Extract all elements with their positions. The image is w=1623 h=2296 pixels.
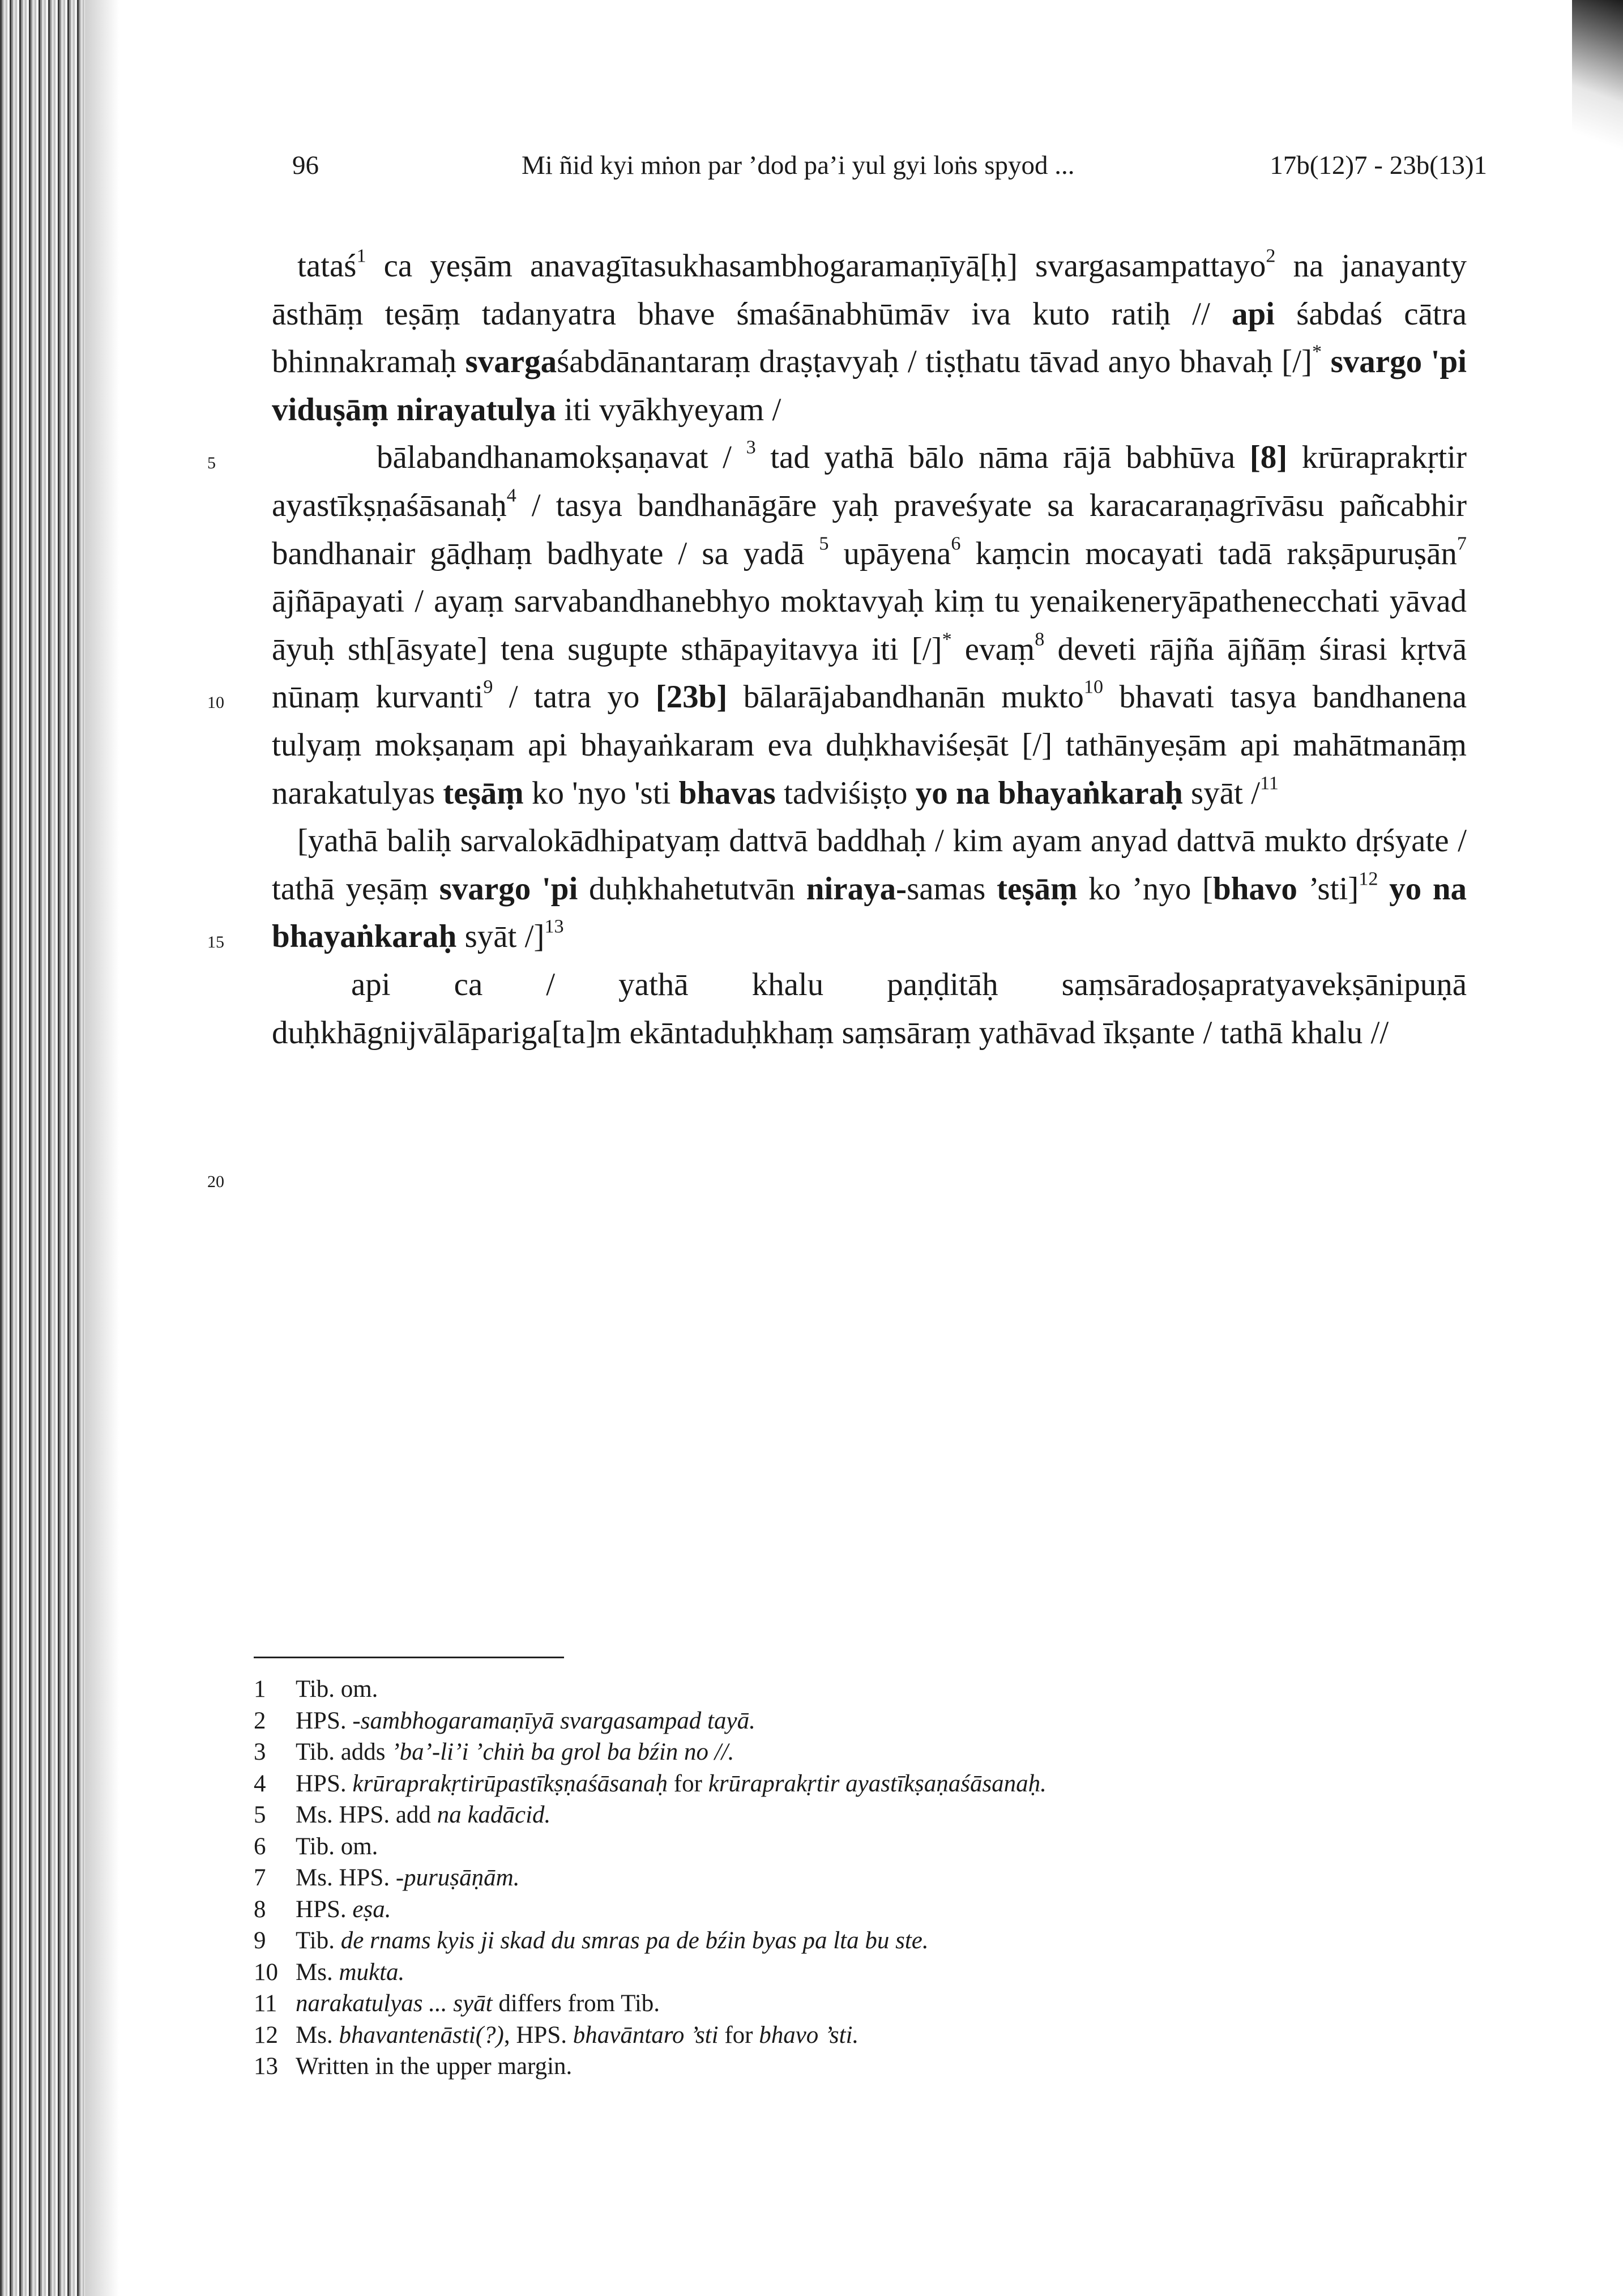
lemma-bold: yo na bhayaṅkaraḥ xyxy=(915,775,1183,811)
footnote-marker: 4 xyxy=(506,485,516,506)
text-run: tadviśiṣṭo xyxy=(775,775,916,811)
paragraph xyxy=(272,242,1467,434)
footnote-item xyxy=(254,1674,1386,1705)
running-head xyxy=(292,143,1487,188)
text-run: Ms. xyxy=(296,2021,339,2049)
text-run: iti vyākhyeyam / xyxy=(556,391,781,428)
lemma-bold: api xyxy=(1231,296,1275,332)
italic-text: krūraprakṛtirūpastīkṣṇaśāsanaḥ xyxy=(352,1770,668,1797)
lemma-bold: bhavo xyxy=(1213,870,1297,907)
footnote-item xyxy=(254,1736,1386,1768)
italic-text: -sambhogaramaṇīyā svargasampad tayā. xyxy=(352,1707,755,1734)
footnote-item xyxy=(254,1862,1386,1894)
footnote-number: 3 xyxy=(254,1739,266,1765)
text-run: differs from Tib. xyxy=(492,1990,660,2017)
footnote-number: 4 xyxy=(254,1770,266,1797)
text-run: deveti rājña ājñāṃ śirasi kṛtvā nūnaṃ kurvanti xyxy=(272,631,1467,715)
footnote-marker: 12 xyxy=(1359,868,1378,890)
footnote-number: 2 xyxy=(254,1707,266,1734)
footnote-number: 13 xyxy=(254,2053,278,2080)
text-run: Ms. HPS. xyxy=(296,1864,396,1891)
text-run: ko ’nyo [ xyxy=(1077,870,1213,907)
footnote-number: 11 xyxy=(254,1990,277,2017)
italic-text: -puruṣāṇām. xyxy=(395,1864,520,1891)
footnote-item xyxy=(254,2051,1386,2082)
lemma-bold: bhavas xyxy=(678,775,776,811)
text-run: HPS. xyxy=(296,1707,353,1734)
lemma-bold: yo na bhayaṅkaraḥ xyxy=(272,870,1467,955)
text-run: samas xyxy=(907,870,997,907)
footnote-item xyxy=(254,1799,1386,1831)
paragraph xyxy=(272,817,1467,961)
footnote-marker: 10 xyxy=(1083,676,1104,698)
main-text xyxy=(272,242,1467,1057)
text-run: śabdaś cātra bhinnakramaḥ xyxy=(272,296,1467,380)
lemma-bold: svargo 'pi viduṣāṃ nirayatulya xyxy=(272,344,1467,428)
footnote-divider xyxy=(254,1657,564,1658)
text-run: , HPS. xyxy=(503,2021,573,2049)
text-run: syāt / xyxy=(1182,775,1260,811)
footnote-marker: 5 xyxy=(819,532,829,554)
footnote-number: 8 xyxy=(254,1896,266,1923)
footnote-item xyxy=(254,1925,1386,1957)
line-number-5: 5 xyxy=(207,454,216,472)
footnote-number: 7 xyxy=(254,1864,266,1891)
text-run: HPS. xyxy=(296,1770,353,1797)
page-corner-shadow xyxy=(1572,0,1623,170)
text-run: ko 'nyo 'sti xyxy=(523,775,679,811)
footnote-item xyxy=(254,1768,1386,1800)
text-run: na janayanty āsthāṃ teṣāṃ tadanyatra bhave śmaśānabhūmāv iva kuto ratiḥ // xyxy=(272,248,1467,332)
italic-text: narakatulyas ... syāt xyxy=(296,1990,493,2017)
footnote-marker: 13 xyxy=(544,916,564,937)
text-run: tataś xyxy=(297,248,357,284)
text-run: bhavati tasya bandhanena tulyaṃ mokṣaṇam api bhayaṅkaram eva duḥkhaviśeṣāt [/] tathānyeṣām api mahātmanāṃ narakatulyas xyxy=(272,679,1467,811)
footnote-number: 10 xyxy=(254,1958,278,1986)
paragraph xyxy=(272,961,1467,1057)
footnote-number: 5 xyxy=(254,1802,266,1828)
footnote-marker: 1 xyxy=(356,245,366,267)
footnotes xyxy=(254,1674,1386,2082)
line-number-15: 15 xyxy=(207,933,224,951)
italic-text: krūraprakṛtir ayastīkṣaṇaśāsanaḥ. xyxy=(708,1770,1047,1797)
footnote-item xyxy=(254,1894,1386,1926)
text-run: Tib. om. xyxy=(296,1676,378,1702)
text-run: / tasya bandhanāgāre yaḥ praveśyate sa karacaraṇagrīvāsu pañcabhir bandhanair gāḍhaṃ badhyate / sa yadā xyxy=(272,487,1467,571)
lemma-bold: [23b] xyxy=(655,679,728,715)
text-run: Ms. xyxy=(296,1958,339,1986)
lemma-bold: [8] xyxy=(1249,439,1288,476)
lemma-bold: teṣāṃ xyxy=(443,775,524,811)
footnote-marker: 7 xyxy=(1457,532,1467,554)
text-run: ājñāpayati / ayaṃ sarvabandhanebhyo moktavyaḥ kiṃ tu yenaikeneryāpathenecchati yāvad āyuḥ sth[āsyate] tena sugupte sthāpayitavya iti [/] xyxy=(272,583,1467,667)
footnote-number: 1 xyxy=(254,1676,266,1702)
text-run: for xyxy=(718,2021,759,2049)
text-run: śabdānantaraṃ draṣṭavyaḥ / tiṣṭhatu tāvad anyo bhavaḥ [/] xyxy=(557,344,1312,380)
footnote-marker: * xyxy=(1312,341,1322,362)
line-number-20: 20 xyxy=(207,1172,224,1191)
italic-text: ’ba’-li’i ’chiṅ ba grol ba bźin no //. xyxy=(391,1739,734,1765)
text-run: ’sti] xyxy=(1297,870,1359,907)
text-run: evaṃ xyxy=(951,631,1035,667)
running-head-title: Mi ñid kyi mṅon par ’dod pa’i yul gyi loṅs spyod ... xyxy=(522,151,1075,180)
footnote-marker: * xyxy=(942,629,952,650)
text-run: [yathā baliḥ sarvalokādhipatyaṃ dattvā baddhaḥ / kim ayam anyad dattvā mukto dṛśyate / tathā yeṣāṃ xyxy=(272,823,1467,907)
footnote-item xyxy=(254,1957,1386,1988)
text-run: Ms. HPS. add xyxy=(296,1802,437,1828)
text-run: duḥkhahetutvān xyxy=(578,870,806,907)
italic-text: bhavāntaro ’sti xyxy=(573,2021,719,2049)
book-binding-edge xyxy=(0,0,85,2296)
footnote-marker: 8 xyxy=(1035,629,1045,650)
footnote-item xyxy=(254,2020,1386,2051)
footnote-marker: 3 xyxy=(746,437,756,458)
text-run: syāt /] xyxy=(456,919,545,955)
text-run xyxy=(1378,871,1389,907)
lemma-bold: teṣāṃ xyxy=(997,870,1078,907)
italic-text: mukta. xyxy=(339,1958,405,1986)
footnote-number: 6 xyxy=(254,1833,266,1860)
text-run: upāyena xyxy=(828,535,951,571)
folio-reference: 17b(12)7 - 23b(13)1 xyxy=(1270,151,1487,180)
page-number: 96 xyxy=(292,151,319,180)
footnote-marker: 2 xyxy=(1266,245,1276,267)
footnote-item xyxy=(254,1988,1386,2020)
text-run: tad yathā bālo nāma rājā babhūva xyxy=(755,439,1250,476)
footnote-marker: 11 xyxy=(1259,772,1279,793)
italic-text: eṣa. xyxy=(352,1896,391,1923)
text-run: Written in the upper margin. xyxy=(296,2053,573,2080)
line-number-10: 10 xyxy=(207,693,224,712)
paragraph xyxy=(272,434,1467,817)
lemma-bold: svargo 'pi xyxy=(439,870,578,907)
text-run: api ca / yathā khalu paṇḍitāḥ saṃsāradoṣapratyavekṣānipuṇā duḥkhāgnijvālāpariga[ta]m ekāntaduḥkhaṃ saṃsāraṃ yathāvad īkṣante / tathā khalu // xyxy=(272,966,1467,1051)
text-run: bālabandhanamokṣaṇavat / xyxy=(377,439,746,476)
text-run: krūraprakṛtir ayastīkṣṇaśāsanaḥ xyxy=(272,439,1467,523)
footnote-number: 9 xyxy=(254,1927,266,1954)
italic-text: bhavo ’sti. xyxy=(759,2021,859,2049)
text-run: Tib. om. xyxy=(296,1833,378,1860)
footnote-number: 12 xyxy=(254,2021,278,2049)
binding-shadow xyxy=(85,0,119,2296)
text-run: Tib. xyxy=(296,1927,341,1954)
italic-text: bhavantenāsti(?) xyxy=(339,2021,504,2049)
text-run: for xyxy=(668,1770,708,1797)
text-run: kaṃcin mocayati tadā rakṣāpuruṣān xyxy=(960,535,1457,571)
text-run: bālarājabandhanān mukto xyxy=(727,679,1084,715)
footnote-marker: 9 xyxy=(483,676,493,698)
footnote-item xyxy=(254,1705,1386,1737)
footnote-item xyxy=(254,1831,1386,1863)
footnote-marker: 6 xyxy=(951,532,961,554)
text-run: / tatra yo xyxy=(493,679,656,715)
text-run xyxy=(1322,344,1331,379)
lemma-bold: niraya- xyxy=(806,870,907,907)
text-run: HPS. xyxy=(296,1896,353,1923)
lemma-bold: svarga xyxy=(465,344,557,380)
italic-text: de rnams kyis ji skad du smras pa de bźin byas pa lta bu ste. xyxy=(340,1927,929,1954)
italic-text: na kadācid. xyxy=(437,1802,551,1828)
text-run: ca yeṣām anavagītasukhasambhogaramaṇīyā[ḥ] svargasampattayo xyxy=(366,248,1266,284)
text-run: Tib. adds xyxy=(296,1739,392,1765)
